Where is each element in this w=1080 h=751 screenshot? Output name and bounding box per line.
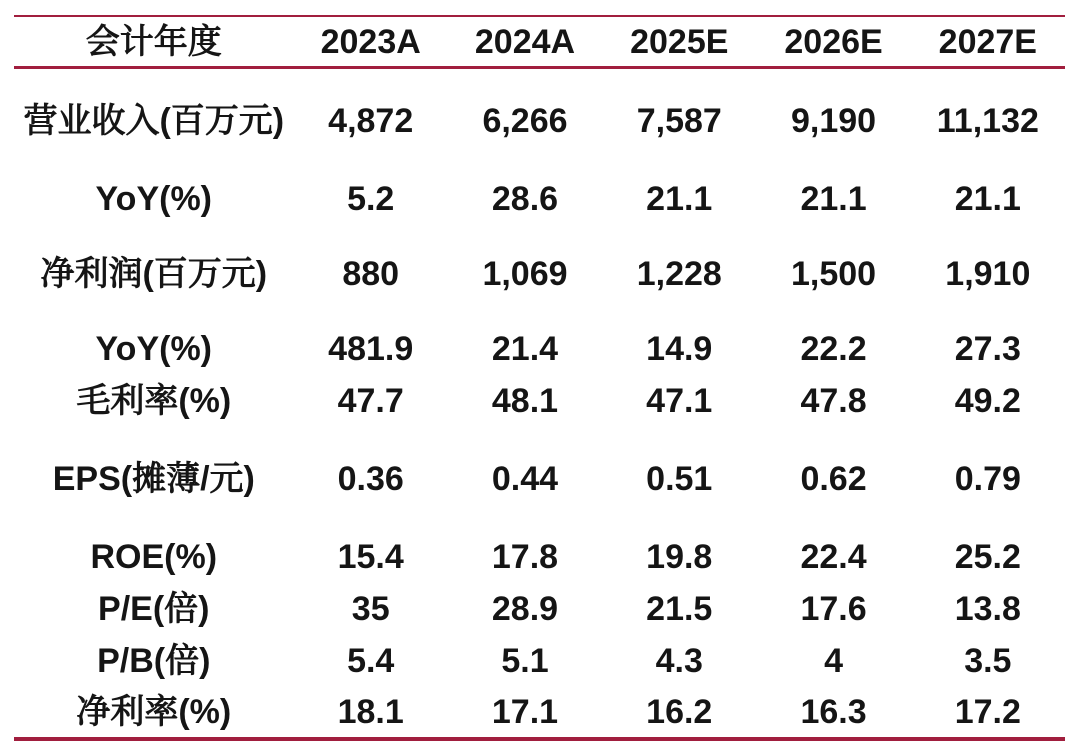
row-value: 28.9 [491,590,559,628]
row-value: 19.8 [646,538,713,576]
column-header-fiscal-year: 会计年度 [85,22,222,61]
column-header-year: 2024A [474,22,576,61]
row-value: 35 [351,590,390,628]
row-value: 47.7 [337,382,404,420]
table-row [14,687,1065,737]
column-header-year: 2023A [320,22,421,61]
row-value: 21.5 [646,590,713,628]
row-value: 6,266 [482,102,568,140]
column-header-year: 2027E [938,22,1037,61]
financial-summary-table [14,15,1065,741]
table-row [14,375,1065,427]
row-value: 4,872 [328,102,414,140]
row-value: 0.62 [800,460,867,498]
row-value: 3.5 [964,642,1012,680]
row-value: 1,228 [636,255,722,293]
row-value: 47.1 [646,382,713,420]
row-value: 17.2 [954,693,1021,731]
row-value: 4 [824,642,843,680]
table-row [14,531,1065,583]
row-value: 5.2 [347,180,395,218]
row-value: 11,132 [936,102,1039,140]
table-row [14,225,1065,323]
table-row [14,583,1065,635]
row-value: 21.1 [646,180,713,218]
table-body [14,69,1065,737]
row-label: YoY(%) [95,180,213,218]
row-value: 0.36 [337,460,404,498]
row-label: YoY(%) [95,330,213,368]
table-row [14,427,1065,531]
table-row [14,173,1065,225]
table-bottom-rule [14,737,1065,741]
table-header-row [14,17,1065,66]
row-value: 27.3 [954,330,1021,368]
row-label: P/E(倍) [98,590,210,628]
row-value: 21.4 [491,330,559,368]
table-row [14,69,1065,173]
row-value: 5.1 [501,642,549,680]
row-value: 13.8 [954,590,1021,628]
row-label: EPS(摊薄/元) [52,460,255,498]
row-value: 0.79 [954,460,1021,498]
column-header-year: 2026E [784,22,883,61]
row-value: 1,069 [482,255,568,293]
row-value: 15.4 [337,538,404,576]
row-label: P/B(倍) [97,642,211,680]
table-row [14,323,1065,375]
row-value: 25.2 [954,538,1021,576]
row-value: 28.6 [491,180,559,218]
row-value: 880 [342,255,400,293]
row-value: 21.1 [954,180,1021,218]
row-value: 1,910 [945,255,1031,293]
row-label: 净利率(%) [76,693,232,731]
row-value: 21.1 [800,180,867,218]
table-row [14,635,1065,687]
row-value: 17.8 [491,538,559,576]
row-value: 0.51 [646,460,713,498]
row-value: 22.4 [800,538,867,576]
row-value: 4.3 [655,642,703,680]
row-value: 16.2 [646,693,713,731]
row-value: 48.1 [491,382,559,420]
row-value: 5.4 [347,642,395,680]
row-label: 营业收入(百万元) [23,102,285,140]
row-value: 49.2 [954,382,1021,420]
row-value: 18.1 [337,693,404,731]
row-value: 47.8 [800,382,867,420]
row-value: 0.44 [491,460,559,498]
row-value: 9,190 [791,102,877,140]
row-value: 1,500 [791,255,877,293]
row-value: 481.9 [328,330,414,368]
row-label: 净利润(百万元) [40,255,268,293]
row-label: 毛利率(%) [76,382,232,420]
row-value: 17.6 [800,590,867,628]
row-value: 22.2 [800,330,867,368]
row-value: 17.1 [491,693,559,731]
column-header-year: 2025E [630,22,729,61]
row-value: 16.3 [800,693,867,731]
row-value: 7,587 [636,102,722,140]
row-value: 14.9 [646,330,713,368]
row-label: ROE(%) [90,538,218,576]
